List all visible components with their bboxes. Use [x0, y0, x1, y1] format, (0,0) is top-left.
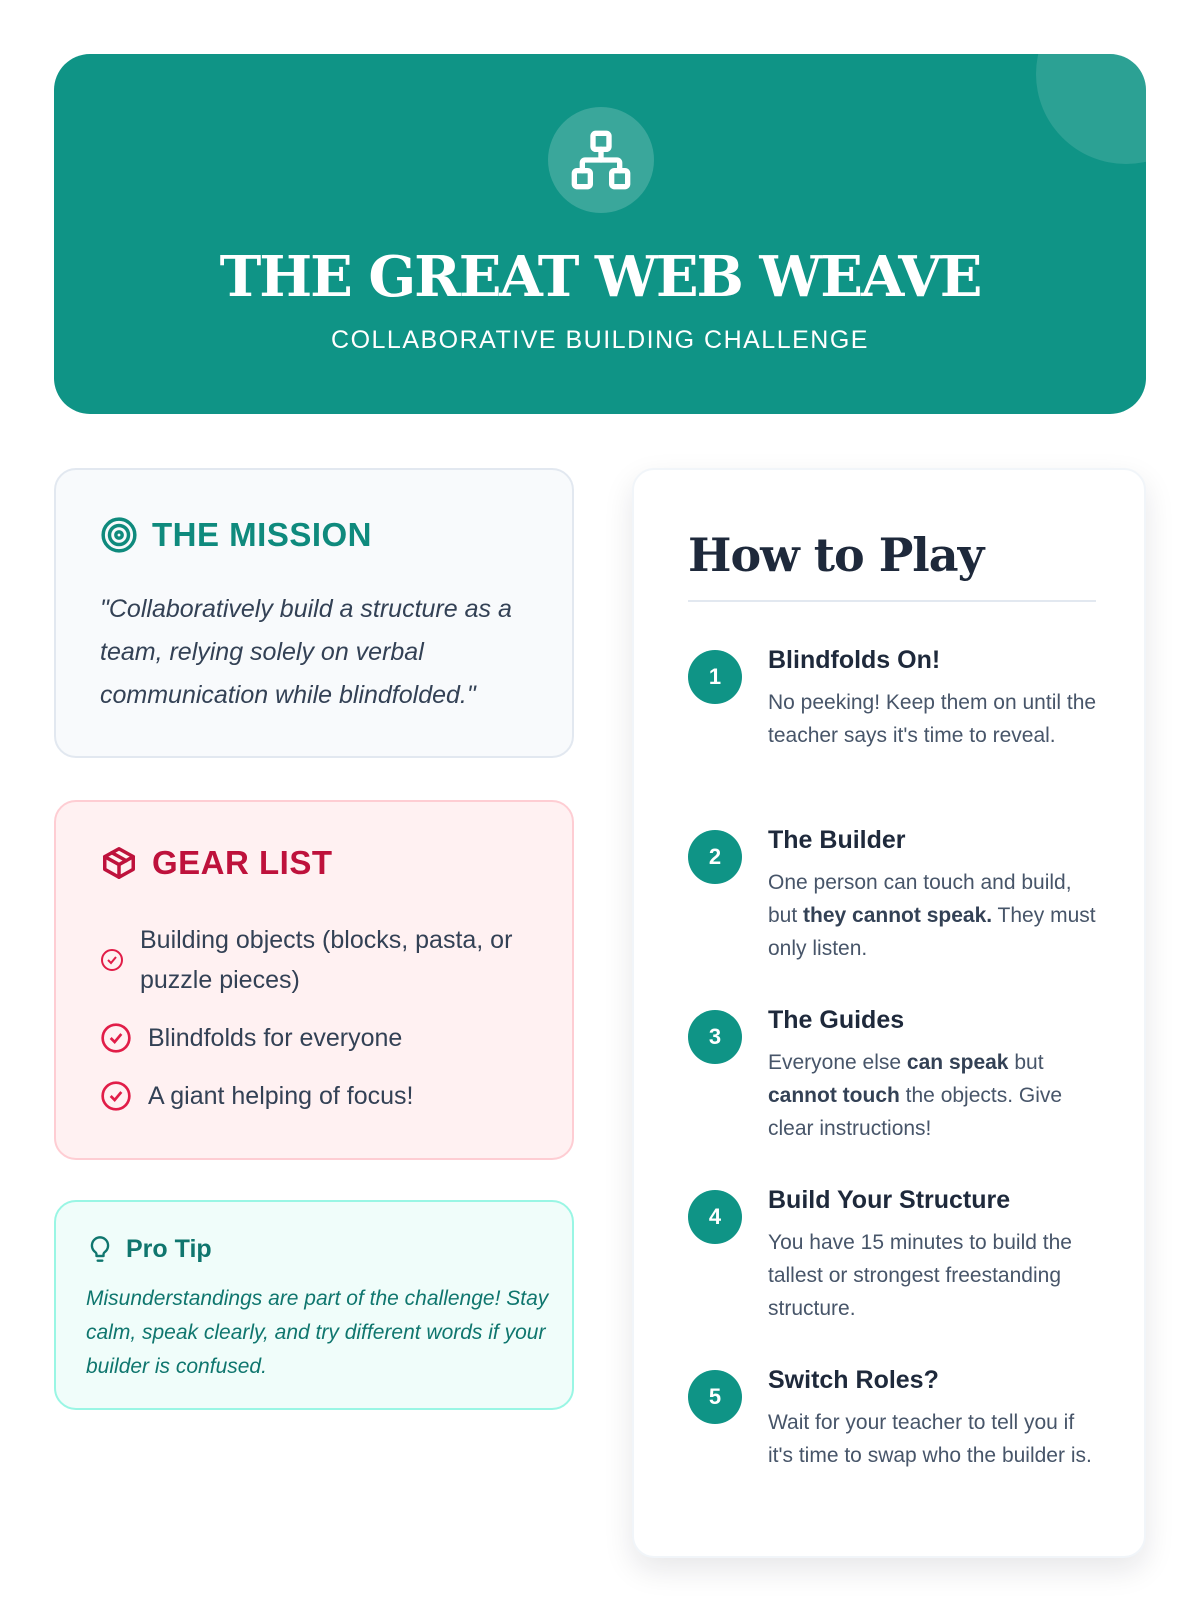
step-body-text: You have 15 minutes to build the tallest or strongest freestanding structure. [768, 1231, 1072, 1320]
gear-title: GEAR LIST [152, 844, 333, 881]
step-title: Build Your Structure [768, 1186, 1011, 1214]
step-number-badge: 3 [688, 1010, 742, 1064]
gear-heading [100, 844, 333, 882]
step-body [768, 866, 1103, 965]
mission-title: THE MISSION [152, 516, 373, 553]
step-title: Blindfolds On! [768, 646, 941, 674]
step-body-text: Everyone else [768, 1051, 907, 1074]
list-item [100, 920, 530, 1000]
check-circle-icon [100, 1080, 132, 1112]
gear-list [100, 920, 530, 1134]
step-body-text: One person can touch and build, but [768, 871, 1072, 927]
step-number-badge: 2 [688, 830, 742, 884]
check-circle-icon [100, 948, 124, 972]
divider [688, 600, 1096, 602]
header-banner [54, 54, 1146, 414]
step-body-emphasis: they cannot speak. [803, 904, 993, 927]
step-body-text: Wait for your teacher to tell you if it's time to swap who the builder is. [768, 1411, 1092, 1467]
step-body-text: They must only listen. [768, 904, 1096, 960]
how-to-play-title: How to Play [688, 528, 984, 582]
step-body [768, 1226, 1103, 1325]
step-body-text: the objects. Give clear instructions! [768, 1084, 1063, 1140]
step-number-badge: 5 [688, 1370, 742, 1424]
tip-title: Pro Tip [126, 1234, 212, 1263]
step-body [768, 1406, 1103, 1472]
step-body [768, 686, 1103, 752]
how-to-play-card [632, 468, 1146, 1558]
step-title: The Builder [768, 826, 906, 854]
mission-card [54, 468, 574, 758]
decorative-corner-circle [1036, 54, 1146, 164]
step-body [768, 1046, 1103, 1145]
step-body-text: No peeking! Keep them on until the teacher says it's time to reveal. [768, 691, 1097, 747]
gear-card [54, 800, 574, 1160]
step-number-badge: 1 [688, 650, 742, 704]
step-body-emphasis: cannot touch [768, 1084, 900, 1107]
target-icon [100, 516, 138, 554]
tip-heading [86, 1234, 212, 1264]
page-subtitle: COLLABORATIVE BUILDING CHALLENGE [331, 326, 869, 354]
gear-item-label: A giant helping of focus! [148, 1082, 414, 1110]
sitemap-icon [569, 128, 633, 192]
step-body-text: but [1008, 1051, 1044, 1074]
tip-text: Misunderstandings are part of the challenge! Stay calm, speak clearly, and try different words if your builder is confused. [86, 1287, 549, 1378]
step-number-badge: 4 [688, 1190, 742, 1244]
step-title: Switch Roles? [768, 1366, 939, 1394]
box-icon [100, 844, 138, 882]
pro-tip-card [54, 1200, 574, 1410]
list-item [100, 1076, 530, 1116]
check-circle-icon [100, 1022, 132, 1054]
lightbulb-icon [86, 1234, 114, 1264]
page-title: THE GREAT WEB WEAVE [219, 244, 981, 310]
mission-quote: "Collaboratively build a structure as a team, relying solely on verbal communication while blindfolded." [100, 595, 512, 709]
step-body-emphasis: can speak [906, 1051, 1009, 1074]
gear-item-label: Blindfolds for everyone [148, 1024, 403, 1052]
mission-heading [100, 516, 372, 554]
list-item [100, 1018, 530, 1058]
gear-item-label: Building objects (blocks, pasta, or puzzle pieces) [140, 926, 513, 994]
step-title: The Guides [768, 1006, 905, 1034]
logo-badge [548, 107, 654, 213]
